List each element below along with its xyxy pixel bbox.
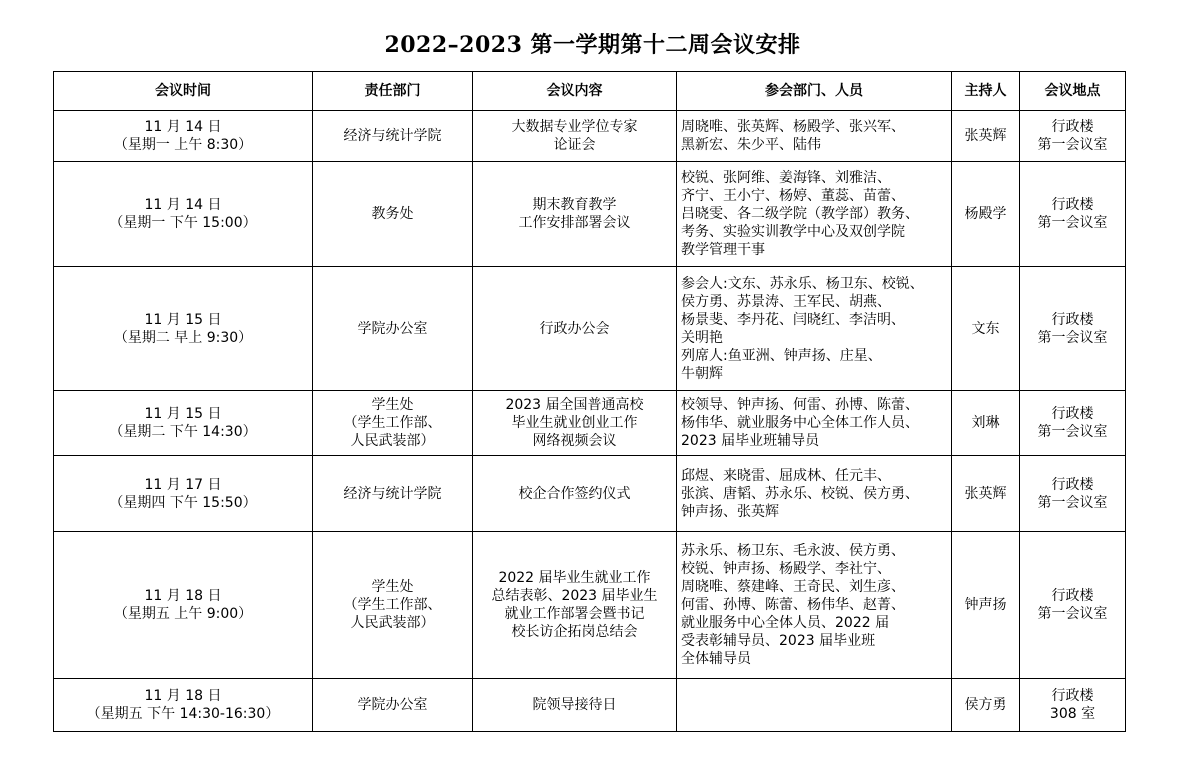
dept-cell: 学生处 （学生工作部、 人民武装部） bbox=[313, 391, 473, 456]
dept-cell: 经济与统计学院 bbox=[313, 111, 473, 162]
meeting-weekday-time: （星期五 上午 9:00） bbox=[113, 606, 253, 622]
attendees-cell: 校领导、钟声扬、何雷、孙博、陈蕾、 杨伟华、就业服务中心全体工作人员、 2023 届毕业班辅导员 bbox=[677, 391, 952, 456]
dept-cell: 教务处 bbox=[313, 162, 473, 267]
table-row bbox=[54, 267, 1126, 391]
content-cell: 行政办公会 bbox=[473, 267, 677, 391]
location-cell: 行政楼 第一会议室 bbox=[1020, 532, 1126, 679]
meeting-weekday-time: （星期一 下午 15:00） bbox=[109, 215, 257, 231]
table-header-row bbox=[54, 72, 1126, 111]
content-cell: 2022 届毕业生就业工作 总结表彰、2023 届毕业生 就业工作部署会暨书记 校长访企拓岗总结会 bbox=[473, 532, 677, 679]
meeting-date: 11 月 14 日 bbox=[144, 197, 222, 213]
location-cell: 行政楼 第一会议室 bbox=[1020, 111, 1126, 162]
meeting-time-cell bbox=[54, 679, 313, 732]
host-cell: 侯方勇 bbox=[952, 679, 1020, 732]
host-cell: 钟声扬 bbox=[952, 532, 1020, 679]
content-cell: 期末教育教学 工作安排部署会议 bbox=[473, 162, 677, 267]
location-cell: 行政楼 第一会议室 bbox=[1020, 456, 1126, 532]
table-row bbox=[54, 111, 1126, 162]
host-cell: 杨殿学 bbox=[952, 162, 1020, 267]
host-cell: 文东 bbox=[952, 267, 1020, 391]
table-row bbox=[54, 456, 1126, 532]
location-cell: 行政楼 第一会议室 bbox=[1020, 162, 1126, 267]
meeting-weekday-time: （星期二 早上 9:30） bbox=[113, 329, 253, 346]
attendees-cell: 苏永乐、杨卫东、毛永波、侯方勇、 校锐、钟声扬、杨殿学、李社宁、 周晓唯、蔡建峰、王奇民、刘生彦、 何雷、孙博、陈蕾、杨伟华、赵菁、 就业服务中心全体人员、2022 届 受表彰辅导员、2023 届毕业班 全体辅导员 bbox=[677, 532, 952, 679]
content-cell: 院领导接待日 bbox=[473, 679, 677, 732]
attendees-cell: 邱煜、来晓雷、屈成林、任元丰、 张滨、唐韬、苏永乐、校锐、侯方勇、 钟声扬、张英辉 bbox=[677, 456, 952, 532]
header-responsible-dept: 责任部门 bbox=[313, 72, 473, 111]
table-row bbox=[54, 391, 1126, 456]
meeting-date: 11 月 18 日 bbox=[144, 688, 222, 704]
header-attendees: 参会部门、人员 bbox=[677, 72, 952, 111]
meeting-date: 11 月 15 日 bbox=[144, 311, 222, 328]
table-row bbox=[54, 532, 1126, 679]
content-cell: 大数据专业学位专家 论证会 bbox=[473, 111, 677, 162]
attendees-cell: 周晓唯、张英辉、杨殿学、张兴军、 黑新宏、朱少平、陆伟 bbox=[677, 111, 952, 162]
location-cell: 行政楼 第一会议室 bbox=[1020, 267, 1126, 391]
meeting-date: 11 月 14 日 bbox=[144, 119, 222, 135]
meeting-time-cell bbox=[54, 162, 313, 267]
meeting-time-cell bbox=[54, 111, 313, 162]
host-cell: 张英辉 bbox=[952, 456, 1020, 532]
location-cell: 行政楼 第一会议室 bbox=[1020, 391, 1126, 456]
meeting-time-cell bbox=[54, 267, 313, 391]
header-meeting-content: 会议内容 bbox=[473, 72, 677, 111]
content-cell: 校企合作签约仪式 bbox=[473, 456, 677, 532]
meeting-time-cell bbox=[54, 391, 313, 456]
meeting-weekday-time: （星期二 下午 14:30） bbox=[109, 424, 257, 440]
page-title: 2022–2023 第一学期第十二周会议安排 bbox=[384, 32, 801, 58]
dept-cell: 学院办公室 bbox=[313, 679, 473, 732]
host-cell: 刘琳 bbox=[952, 391, 1020, 456]
attendees-cell bbox=[677, 679, 952, 732]
meeting-weekday-time: （星期一 上午 8:30） bbox=[113, 137, 253, 153]
meeting-weekday-time: （星期五 下午 14:30-16:30） bbox=[86, 706, 280, 722]
dept-cell: 学生处 （学生工作部、 人民武装部） bbox=[313, 532, 473, 679]
meeting-date: 11 月 18 日 bbox=[144, 588, 222, 604]
header-host: 主持人 bbox=[952, 72, 1020, 111]
attendees-cell: 校锐、张阿维、姜海锋、刘雅洁、 齐宁、王小宁、杨婷、董蕊、苗蕾、 吕晓雯、各二级学院（教学部）教务、 考务、实验实训教学中心及双创学院 教学管理干事 bbox=[677, 162, 952, 267]
meeting-time-cell bbox=[54, 532, 313, 679]
meeting-date: 11 月 15 日 bbox=[144, 406, 222, 422]
dept-cell: 经济与统计学院 bbox=[313, 456, 473, 532]
table-row bbox=[54, 162, 1126, 267]
table-row bbox=[54, 679, 1126, 732]
host-cell: 张英辉 bbox=[952, 111, 1020, 162]
meeting-schedule-table bbox=[53, 71, 1126, 732]
meeting-time-cell bbox=[54, 456, 313, 532]
header-meeting-time: 会议时间 bbox=[54, 72, 313, 111]
dept-cell: 学院办公室 bbox=[313, 267, 473, 391]
meeting-date: 11 月 17 日 bbox=[144, 476, 222, 493]
meeting-weekday-time: （星期四 下午 15:50） bbox=[109, 494, 257, 511]
header-location: 会议地点 bbox=[1020, 72, 1126, 111]
location-cell: 行政楼 308 室 bbox=[1020, 679, 1126, 732]
attendees-cell: 参会人:文东、苏永乐、杨卫东、校锐、 侯方勇、苏景涛、王军民、胡燕、 杨景斐、李丹花、闫晓红、李洁明、 关明艳 列席人:鱼亚洲、钟声扬、庄星、 牛朝辉 bbox=[677, 267, 952, 391]
content-cell: 2023 届全国普通高校 毕业生就业创业工作 网络视频会议 bbox=[473, 391, 677, 456]
